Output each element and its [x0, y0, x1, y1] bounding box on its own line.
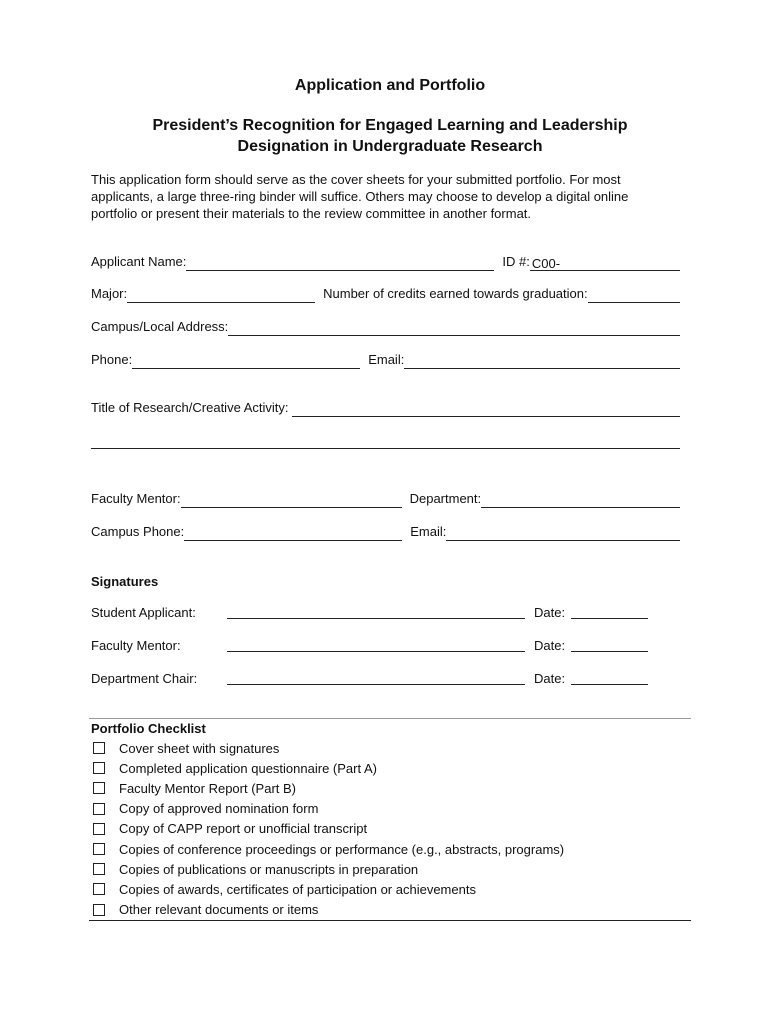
checklist-item-label: Other relevant documents or items [119, 902, 319, 918]
signature-field[interactable] [227, 651, 525, 652]
address-field[interactable] [228, 321, 680, 336]
research-title-label: Title of Research/Creative Activity: [91, 400, 289, 415]
campus-phone-field[interactable] [184, 526, 402, 541]
campus-phone-label: Campus Phone: [91, 524, 185, 539]
checklist-item-label: Cover sheet with signatures [119, 740, 280, 756]
intro-line-2: applicants, a large three-ring binder will suffice. Others may choose to develop a digital online [91, 189, 629, 204]
signature-label: Student Applicant: [91, 605, 196, 620]
mentor-email-field[interactable] [446, 526, 680, 541]
checklist-item[interactable] [91, 879, 564, 899]
subtitle-line-1: President’s Recognition for Engaged Learning and Leadership [152, 117, 628, 134]
checklist-bottom-divider [89, 920, 691, 921]
subtitle-line-2: Designation in Undergraduate Research [237, 138, 543, 155]
major-row [91, 285, 680, 303]
signature-label: Faculty Mentor: [91, 638, 181, 653]
checklist-item-label: Completed application questionnaire (Part A) [119, 760, 377, 776]
research-title-field-line-2[interactable] [91, 448, 680, 449]
intro-line-1: This application form should serve as the cover sheets for your submitted portfolio. For most [91, 172, 621, 187]
signature-row-department-chair [91, 671, 651, 689]
checkbox-icon[interactable] [93, 762, 105, 774]
major-label: Major: [91, 286, 128, 301]
checkbox-icon[interactable] [93, 803, 105, 815]
signature-field[interactable] [227, 618, 525, 619]
faculty-mentor-row [91, 490, 680, 508]
credits-label: Number of credits earned towards graduation: [323, 286, 588, 301]
checklist-item[interactable] [91, 839, 564, 859]
faculty-mentor-label: Faculty Mentor: [91, 491, 181, 506]
campus-phone-row [91, 523, 680, 541]
checkbox-icon[interactable] [93, 863, 105, 875]
id-field[interactable]: C00- [530, 256, 680, 271]
credits-field[interactable] [588, 288, 680, 303]
checklist-item[interactable] [91, 819, 564, 839]
email-field[interactable] [404, 354, 680, 369]
phone-field[interactable] [132, 354, 360, 369]
checklist-item[interactable] [91, 799, 564, 819]
checkbox-icon[interactable] [93, 904, 105, 916]
signature-row-student [91, 605, 651, 623]
checkbox-icon[interactable] [93, 823, 105, 835]
applicant-name-field[interactable] [186, 256, 494, 271]
signature-date-field[interactable] [571, 651, 648, 652]
department-label: Department: [409, 491, 482, 506]
address-row [91, 318, 680, 336]
phone-label: Phone: [91, 352, 133, 367]
checklist-item-label: Copy of CAPP report or unofficial transcript [119, 821, 368, 837]
signature-date-label: Date: [534, 605, 566, 620]
signature-field[interactable] [227, 684, 525, 685]
form-title: Application and Portfolio [294, 77, 486, 94]
checklist-item-label: Copies of publications or manuscripts in preparation [119, 861, 419, 877]
mentor-email-label: Email: [410, 524, 447, 539]
checklist-item[interactable] [91, 738, 564, 758]
intro-paragraph [91, 171, 691, 222]
form-subtitle [0, 115, 770, 157]
checklist-item-label: Faculty Mentor Report (Part B) [119, 780, 296, 796]
signature-date-field[interactable] [571, 684, 648, 685]
signature-date-label: Date: [534, 638, 566, 653]
checklist-top-divider [89, 718, 691, 719]
address-label: Campus/Local Address: [91, 319, 229, 334]
department-field[interactable] [481, 493, 680, 508]
checklist-heading: Portfolio Checklist [91, 721, 206, 736]
signature-date-label: Date: [534, 671, 566, 686]
signature-date-field[interactable] [571, 618, 648, 619]
major-field[interactable] [127, 288, 315, 303]
faculty-mentor-field[interactable] [181, 493, 402, 508]
checkbox-icon[interactable] [93, 742, 105, 754]
checklist-item[interactable] [91, 758, 564, 778]
checkbox-icon[interactable] [93, 843, 105, 855]
checklist-item-label: Copy of approved nomination form [119, 801, 319, 817]
email-label: Email: [368, 352, 405, 367]
signature-row-faculty-mentor [91, 638, 651, 656]
phone-row [91, 351, 680, 369]
applicant-name-row [91, 253, 680, 271]
intro-line-3: portfolio or present their materials to the review committee in another format. [91, 206, 532, 221]
checklist-item-label: Copies of conference proceedings or performance (e.g., abstracts, programs) [119, 841, 565, 857]
research-title-field[interactable] [292, 402, 680, 417]
checkbox-icon[interactable] [93, 883, 105, 895]
checklist-item-label: Copies of awards, certificates of participation or achievements [119, 881, 476, 897]
checkbox-icon[interactable] [93, 782, 105, 794]
checklist-item[interactable] [91, 778, 564, 798]
portfolio-checklist [91, 738, 564, 920]
checklist-item[interactable] [91, 900, 564, 920]
signatures-heading: Signatures [91, 574, 159, 589]
id-label: ID #: [502, 254, 530, 269]
checklist-item[interactable] [91, 859, 564, 879]
applicant-name-label: Applicant Name: [91, 254, 187, 269]
research-title-row [91, 399, 680, 417]
signature-label: Department Chair: [91, 671, 198, 686]
